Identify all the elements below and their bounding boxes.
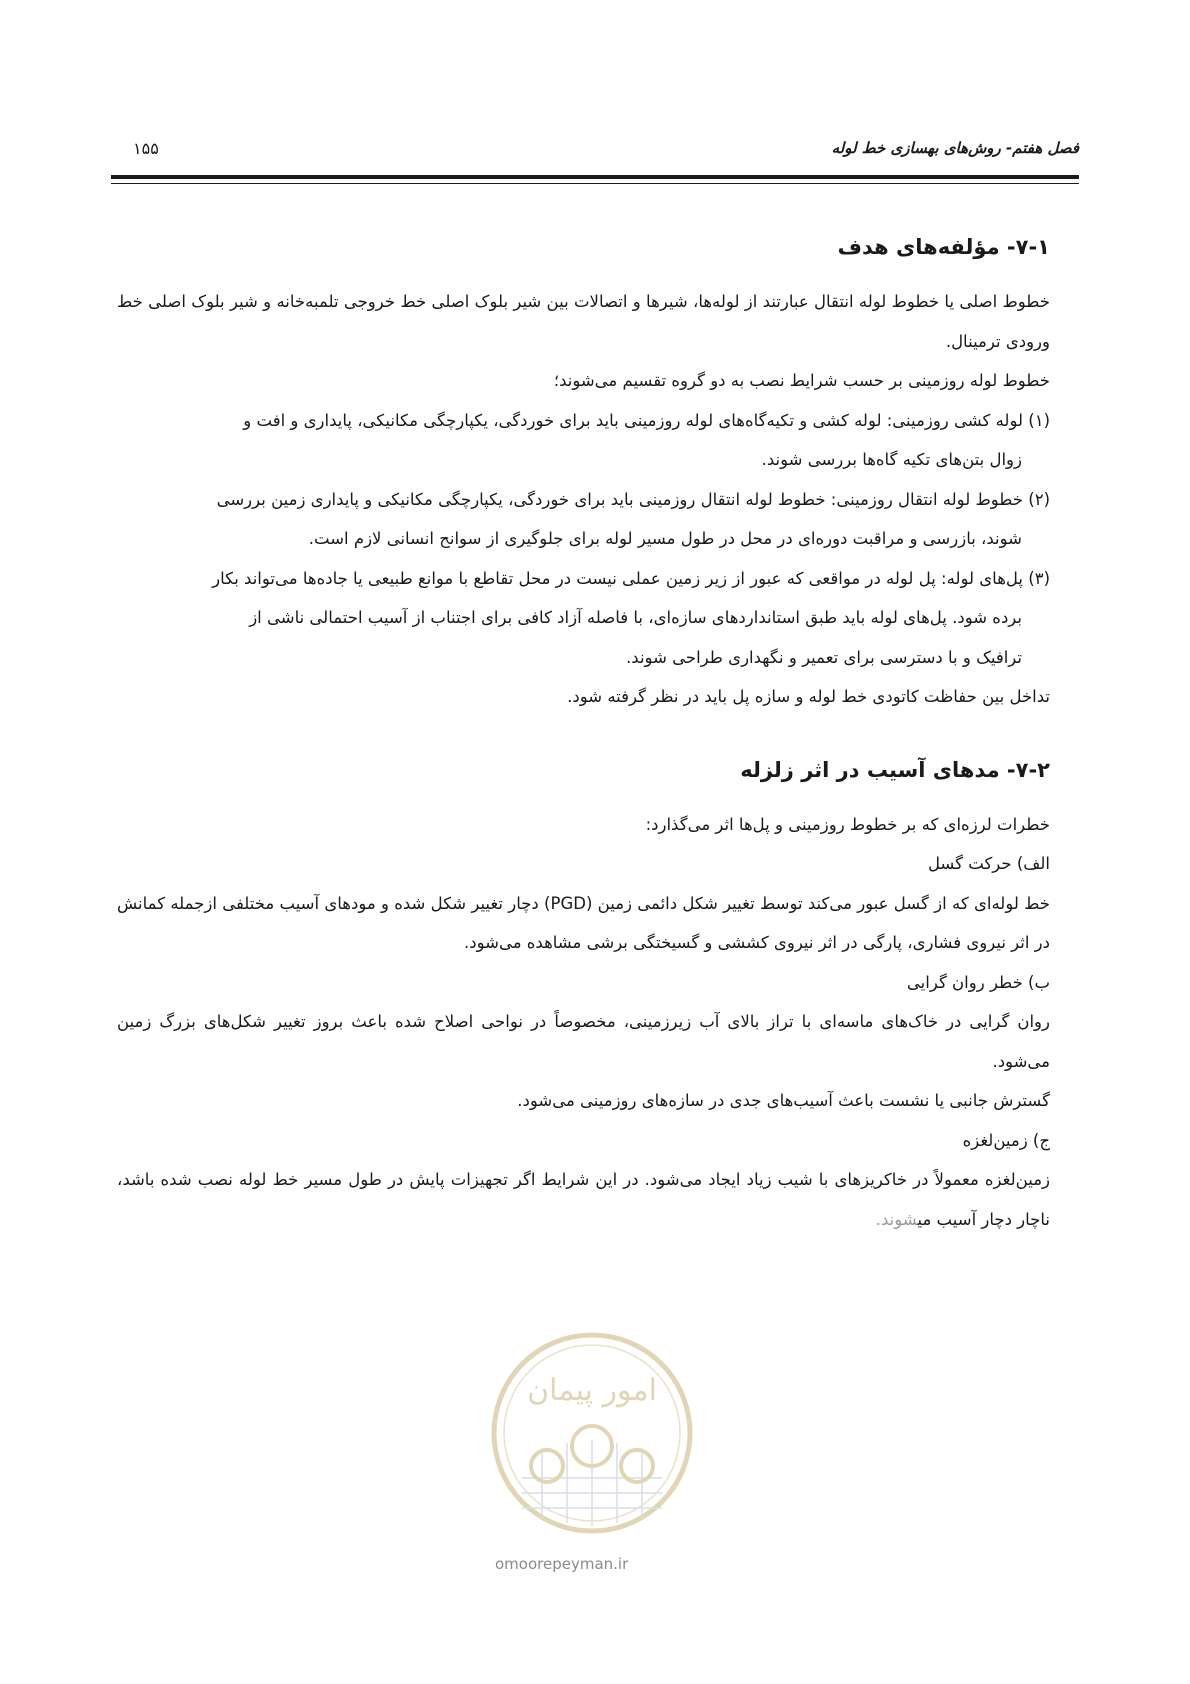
list-item-3-cont2: ترافیک و با دسترسی برای تعمیر و نگهداری طراحی شوند. <box>626 647 1022 667</box>
paragraph-cathodic: تداخل بین حفاظت کاتودی خط لوله و سازه پل باید در نظر گرفته شود. <box>567 687 1050 706</box>
chapter-title: فصل هفتم- روش‌های بهسازی خط لوله <box>831 139 1079 157</box>
page-header <box>111 125 1079 165</box>
list-item-2-cont: شوند، بازرسی و مراقبت دوره‌ای در محل در طول مسیر لوله برای جلوگیری از سوانح انسانی لازم است. <box>308 529 1022 548</box>
header-rule <box>111 175 1079 184</box>
section-heading-target-components: ۷-۱- مؤلفه‌های هدف <box>837 235 1050 259</box>
subheading-landslide: ج) زمین‌لغزه <box>962 1130 1050 1150</box>
watermark-url: omoorepeyman.ir <box>495 1555 629 1573</box>
page-body <box>117 230 1050 1239</box>
list-item-1-cont: زوال بتن‌های تکیه گاه‌ها بررسی شوند. <box>761 450 1022 469</box>
subheading-fault-movement: الف) حرکت گسل <box>927 854 1050 873</box>
watermark-logo-text: امور پیمان <box>527 1373 657 1408</box>
list-item-3-cont: برده شود. پل‌های لوله باید طبق استانداردهای سازه‌ای، با فاصله آزاد کافی برای اجتناب از آسیب احتمالی ناشی از <box>249 608 1022 627</box>
list-item-2: (۲) خطوط لوله انتقال روزمینی: خطوط لوله انتقال روزمینی باید برای خوردگی، یکپارچگی مکانیکی و پایداری زمین بررسی <box>216 489 1050 509</box>
paragraph-seismic-hazards: خطرات لرزه‌ای که بر خطوط روزمینی و پل‌ها اثر می‌گذارد: <box>645 814 1050 834</box>
paragraph-landslide: زمین‌لغزه معمولاً در خاکریزهای با شیب زیاد ایجاد می‌شود. در این شرایط اگر تجهیزات پایش در طول مسیر خط لوله نصب شده باشد، ناچار دچار آسیب میشوند. <box>117 1170 1050 1229</box>
paragraph-liquefaction: روان گرایی در خاک‌های ماسه‌ای با تراز بالای آب زیرزمینی، مخصوصاً در نواحی اصلاح شده باعث بروز تغییر شکل‌های بزرگ زمین می‌شود. <box>117 1012 1050 1071</box>
list-item-1: (۱) لوله کشی روزمینی: لوله کشی و تکیه‌گاه‌های لوله روزمینی باید برای خوردگی، یکپارچگی مکانیکی، پایداری و افت و <box>243 410 1050 430</box>
watermark-logo <box>487 1328 697 1538</box>
section-heading-earthquake-damage: ۷-۲- مدهای آسیب در اثر زلزله <box>740 757 1050 782</box>
paragraph-fault-movement: خط لوله‌ای که از گسل عبور می‌کند توسط تغییر شکل دائمی زمین (PGD) دچار تغییر شکل شده و مودهای آسیب مختلفی ازجمله کمانش در اثر نیروی فشاری، پارگی در اثر نیروی کششی و گسیختگی برشی مشاهده می‌شود. <box>117 893 1051 952</box>
page-number: ۱۵۵ <box>133 139 159 158</box>
paragraph-main-lines: خطوط اصلی یا خطوط لوله انتقال عبارتند از لوله‌ها، شیرها و اتصالات بین شیر بلوک اصلی خط خروجی تلمبه‌خانه و شیر بلوک اصلی خط ورودی ترمینال. <box>117 292 1050 351</box>
subheading-liquefaction: ب) خطر روان گرایی <box>906 972 1050 992</box>
paragraph-lateral-spread: گسترش جانبی یا نشست باعث آسیب‌های جدی در سازه‌های روزمینی می‌شود. <box>517 1091 1050 1110</box>
paragraph-classification: خطوط لوله روزمینی بر حسب شرایط نصب به دو گروه تقسیم می‌شوند؛ <box>553 371 1050 390</box>
list-item-3: (۳) پل‌های لوله: پل لوله در مواقعی که عبور از زیر زمین عملی نیست در محل تقاطع با موانع طبیعی یا جاده‌ها می‌تواند بکار <box>212 568 1050 588</box>
